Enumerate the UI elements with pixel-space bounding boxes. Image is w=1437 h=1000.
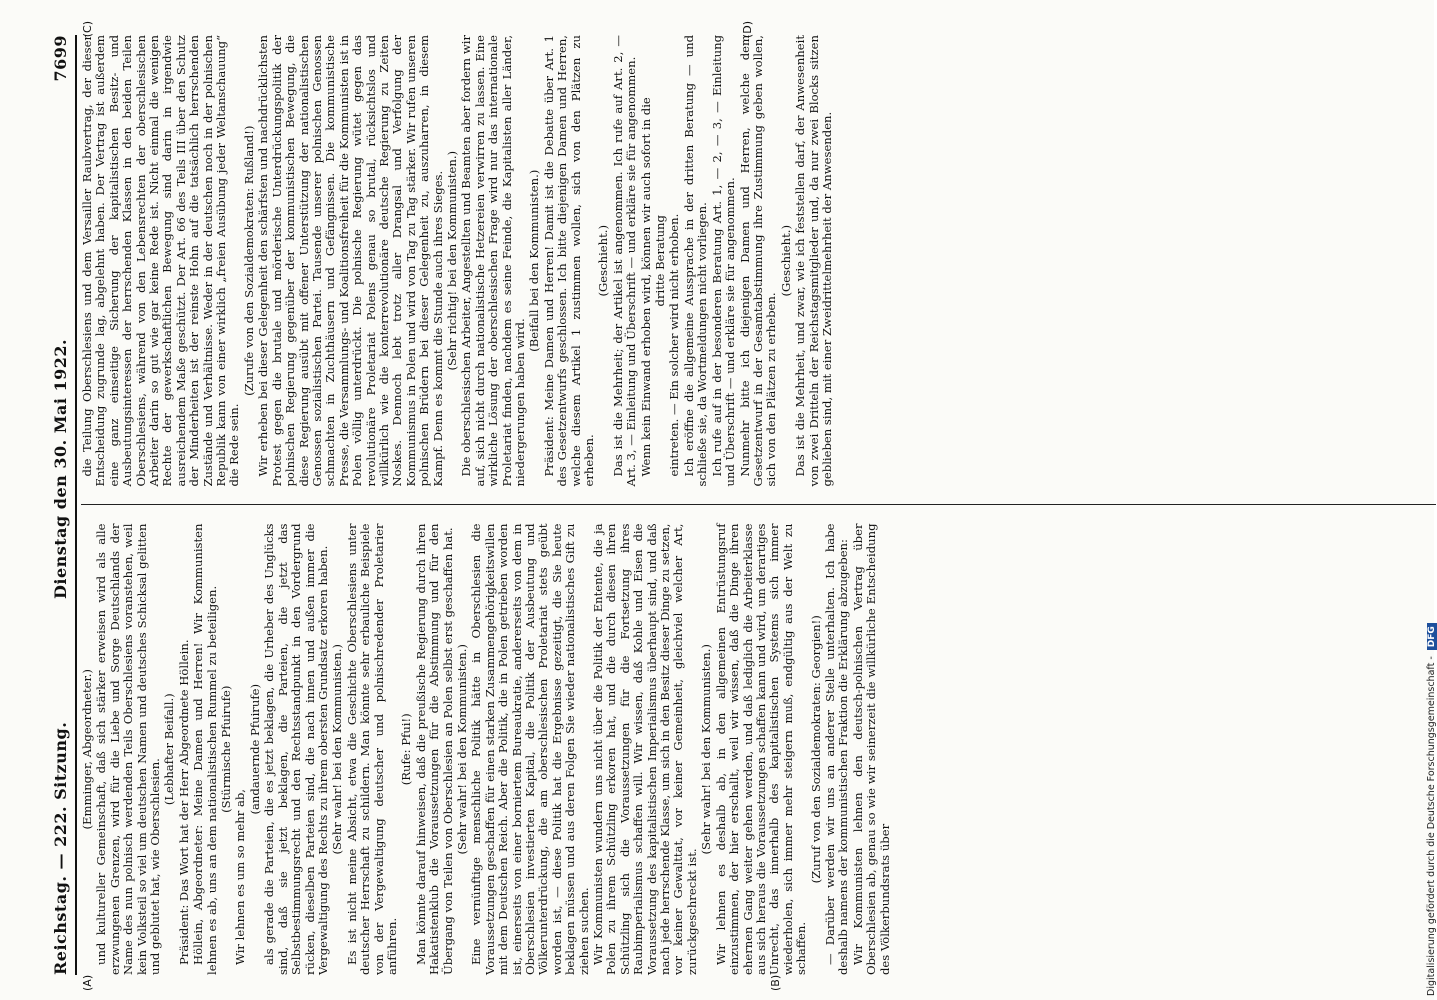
right_column-paragraph: Das ist die Mehrheit; der Artikel ist angenommen. Ich rufe auf Art. 2, — Art. 3, — Einleitung und Überschrift — und erkläre sie für angenommen. xyxy=(610,35,639,487)
right_column-paragraph: Nunmehr bitte ich diejenigen Damen und Herren, welche dem Gesetzentwurf in der Gesamtabstimmung ihre Zustimmung geben wollen, sich von den Plätzen zu erheben. xyxy=(737,35,779,487)
right_column-paragraph: die Teilung Oberschlesiens und dem Versailler Raubvertrag, der dieser Entscheidung zugrunde lag, abgelehnt haben. Der Vertrag ist außerdem eine ganz einseitige Sicherung der kapitalistischen Besitz- und Ausbeutungsinteressen der herrschenden Klassen in den beiden Teilen Oberschlesiens, während von den Lebensrechten der oberschlesischen Arbeiter darin so gut wie gar keine Rede ist. Nicht einmal die wenigen Rechte der gewerkschaftlichen Bewegung sind darin in irgendwie ausreichendem Maße geschützt. Der Art. 66 des Teils III über den Schutz der Minderheiten ist der reinste Hohn auf die tatsächlich herrschenden Zustände und Verhältnisse. Weder in der deutschen noch in der polnischen Republik kann von einer wirklich „freien Ausübung jeder Weltanschauung“ die Rede sein. xyxy=(80,35,242,487)
left_column-paragraph: Man könnte darauf hinweisen, daß die preußische Regierung durch ihren Hakatistenklub die Voraussetzungen für die Abstimmung und für den Übergang von Teilen von Oberschlesien an Polen selbst erst geschaffen hat. xyxy=(413,523,455,975)
left_column-paragraph: (Zuruf von den Sozialdemokraten: Georgien!) xyxy=(808,615,823,884)
right_column-paragraph: Ich eröffne die allgemeine Aussprache in der dritten Beratung — und schließe sie, da Wortmeldungen nicht vorliegen. xyxy=(681,35,710,487)
left_column-paragraph: (Rufe: Pfui!) xyxy=(399,713,414,786)
margin-marker-d: (D) xyxy=(741,21,754,39)
right_column-paragraph: (Sehr richtig! bei den Kommunisten.) xyxy=(444,150,459,371)
right_column-paragraph: Die oberschlesischen Arbeiter, Angestellten und Beamten aber fordern wir auf, sich nicht durch nationalistische Hetzereien verwirren zu lassen. Eine wirkliche Lösung der oberschlesischen Frage wird nur das internationale Proletariat finden, nachdem es seine Feinde, die Kapitalisten aller Länder, niedergerungen haben wird. xyxy=(459,35,527,487)
margin-marker-a: (A) xyxy=(81,974,94,991)
left_column-paragraph: (Lebhafter Beifall.) xyxy=(162,693,177,806)
left-column xyxy=(80,505,1436,991)
left_column-paragraph: — Darüber werden wir uns an anderer Stelle unterhalten. Ich habe deshalb namens der kommunistischen Fraktion die Erklärung abzugeben: xyxy=(822,523,851,975)
right_column-paragraph: (Zurufe von den Sozialdemokraten: Rußland!) xyxy=(241,125,256,396)
left_column-paragraph: und kultureller Gemeinschaft, daß sich stärker erweisen wird als alle erzwungenen Grenzen, wird für die Liebe und Sorge Deutschlands der Name des nun polnisch werdenden Teils Oberschlesiens voranstehen, weil kein Volksteil so viel um deutschen Namen und deutsches Schicksal gelitten und geblutet hat, wie Oberschlesien. xyxy=(94,523,163,975)
digitization-note xyxy=(1404,0,1437,1000)
page-number: 7699 xyxy=(50,35,70,82)
right_column-paragraph: Ich rufe auf in der besonderen Beratung Art. 1, — 2, — 3, — Einleitung und Überschrift — und erkläre sie für angenommen. xyxy=(709,35,738,487)
left_column-paragraph: Es ist nicht meine Absicht, etwa die Geschichte Oberschlesiens unter deutscher Herrschaft zu schildern. Man könnte sehr erbauliche Beispiele von der Vergewaltigung deutscher und polnischredender Proletarier anführen. xyxy=(344,523,399,975)
page-header xyxy=(45,35,77,975)
right_column-paragraph: dritte Beratung xyxy=(653,215,668,307)
left_column-paragraph: (Sehr wahr! bei den Kommunisten.) xyxy=(454,644,469,855)
right_column-paragraph: (Geschieht.) xyxy=(778,225,793,297)
header-session: Reichstag. — 222. Sitzung. xyxy=(50,721,70,975)
right_column-paragraph: eintreten. — Ein solcher wird nicht erhoben. xyxy=(667,213,682,477)
margin-marker-c: (C) xyxy=(81,21,94,38)
rotated-page-content xyxy=(45,21,1435,991)
left_column-paragraph: Wir lehnen es deshalb ab, in den allgemeinen Entrüstungsruf einzustimmen, der hier erschallt, weil wir wissen, daß die Dinge ihren ehernen Gang weiter gehen werden, und daß lediglich die Arbeiterklasse aus sich heraus die Voraussetzungen schaffen kann und wird, um derartiges Unrecht, das innerhalb des kapitalistischen Systems sich immer wiederholen, sich immer mehr steigern muß, endgültig aus der Welt zu schaffen. xyxy=(713,523,809,975)
right_column-paragraph: Wir erheben bei dieser Gelegenheit den schärfsten und nachdrücklichsten Protest gegen die brutale und mörderische Unterdrückungspolitik der polnischen Regierung gegenüber der kommunistischen Bewegung, die diese Regierung ausübt mit offener Unterstützung der nationalistischen Genossen sozialistischen Partei. Tausende unserer polnischen Genossen schmachten in Zuchthäusern und Gefängnissen. Die kommunistische Presse, die Versammlungs- und Koalitionsfreiheit für die Kommunisten ist in Polen völlig unterdrückt. Die polnische Regierung wütet gegen das revolutionäre Proletariat Polens genau so brutal, rücksichtslos und willkürlich wie die konterrevolutionäre deutsche Regierung zu Zeiten Noskes. Dennoch lebt trotz aller Drangsal und Verfolgung der Kommunismus in Polen und wird von Tag zu Tag stärker. Wir rufen unseren polnischen Brüdern bei dieser Gelegenheit zu, auszuharren, in diesem Kampf. Denn es kommt die Stunde auch ihres Sieges. xyxy=(256,35,445,487)
left_column-paragraph: Höllein, Abgeordneter: Meine Damen und Herren! Wir Kommunisten lehnen es ab, uns an dem nationalistischen Rummel zu beteiligen. xyxy=(191,523,219,975)
right_column-paragraph: Präsident: Meine Damen und Herren! Damit ist die Debatte über Art. 1 des Gesetzentwurfs geschlossen. Ich bitte diejenigen Damen und Herren, welche diesem Artikel 1 zustimmen wollen, sich von den Plätzen zu erheben. xyxy=(541,35,597,487)
columns xyxy=(80,21,1436,991)
left_column-paragraph: (Stürmische Pfuirufe) xyxy=(219,685,234,813)
left_column-paragraph: als gerade die Parteien, die es jetzt beklagen, die Urheber des Unglücks sind, daß sie jetzt beklagen, die Parteien, die jetzt das Selbstbestimmungsrecht und den Rechtsstandpunkt in den Vordergrund rücken, dieselben Parteien sind, die nach innen und außen immer die Vergewaltigung des Rechts zu ihrem obersten Grundsatz erkoren haben. xyxy=(262,523,330,975)
left_column-paragraph: Wir Kommunisten wundern uns nicht über die Politik der Entente, die ja Polen zu ihrem Schützling erkoren hat, und die durch diesen ihren Schützling sich die Voraussetzungen für die Fortsetzung ihres Raubimperialismus schaffen will. Wir wissen, daß Kohle und Eisen die Voraussetzung des kapitalistischen Imperialismus überhaupt sind, und daß nach jede herrschende Klasse, um sich in den Besitz dieser Dinge zu setzen, vor keiner Gewalttat, vor keiner Gemeinheit, gleichviel welcher Art, zurückgeschreckt ist. xyxy=(591,523,699,975)
left_column-paragraph: Präsident: Das Wort hat der Herr Abgeordnete Höllein. xyxy=(176,639,191,965)
left_column-paragraph: Eine vernünftige menschliche Politik hätte in Oberschlesien die Voraussetzungen geschaffen für einen starken Zusammengehörigkeitswillen mit dem Deutschen Reich. Aber die Politik, die in Polen getrieben worden ist, einerseits von einer borniertem Bureaukratie, andererseits von dem in Oberschlesien investierten Kapital, die Politik der Ausbeutung und Völkerunterdrückung, die am oberschlesischen Proletariat stets geübt worden ist, — diese Politik hat die Ergebnisse gezeitigt, die Sie heute beklagen müssen und aus deren Folgen Sie wieder nationalistisches Gift zu ziehen suchen. xyxy=(469,523,591,975)
right_column-paragraph: (Beifall bei den Kommunisten.) xyxy=(527,169,542,352)
digitization-note-text: Digitalisierung gefördert durch die Deutsche Forschungsgemeinschaft - xyxy=(1426,656,1437,996)
left_column-paragraph: (Sehr wahr! bei den Kommunisten.) xyxy=(699,644,714,855)
right_column-paragraph: (Geschieht.) xyxy=(596,225,611,297)
left_column-paragraph: (Sehr wahr! bei den Kommunisten.) xyxy=(330,644,345,855)
dfg-badge: DFG xyxy=(1427,623,1437,650)
right_column-paragraph: Wenn kein Einwand erhoben wird, können wir auch sofort in die xyxy=(638,97,653,477)
header-date: Dienstag den 30. Mai 1922. xyxy=(50,338,70,599)
left_column-paragraph: (Emminger, Abgeordneter.) xyxy=(80,669,94,830)
left_column-paragraph: (andauernde Pfuirufe) xyxy=(247,684,262,815)
margin-marker-b: (B) xyxy=(769,974,782,991)
right-column xyxy=(80,21,1436,505)
left_column-paragraph: Wir Kommunisten lehnen den deutsch-polnischen Vertrag über Oberschlesien ab, genau so wie wir seinerzeit die willkürliche Entscheidung des Völkerbundsrats über xyxy=(850,523,892,975)
left_column-paragraph: Wir lehnen es um so mehr ab, xyxy=(233,789,248,965)
right_column-paragraph: Das ist die Mehrheit, und zwar, wie ich feststellen darf, der Anwesenheit von zwei Dritteln der Reichstagsmitglieder und, da nur zwei Blocks sitzen geblieben sind, mit einer Zweidrittelmehrheit der Anwesenden. xyxy=(793,35,834,487)
